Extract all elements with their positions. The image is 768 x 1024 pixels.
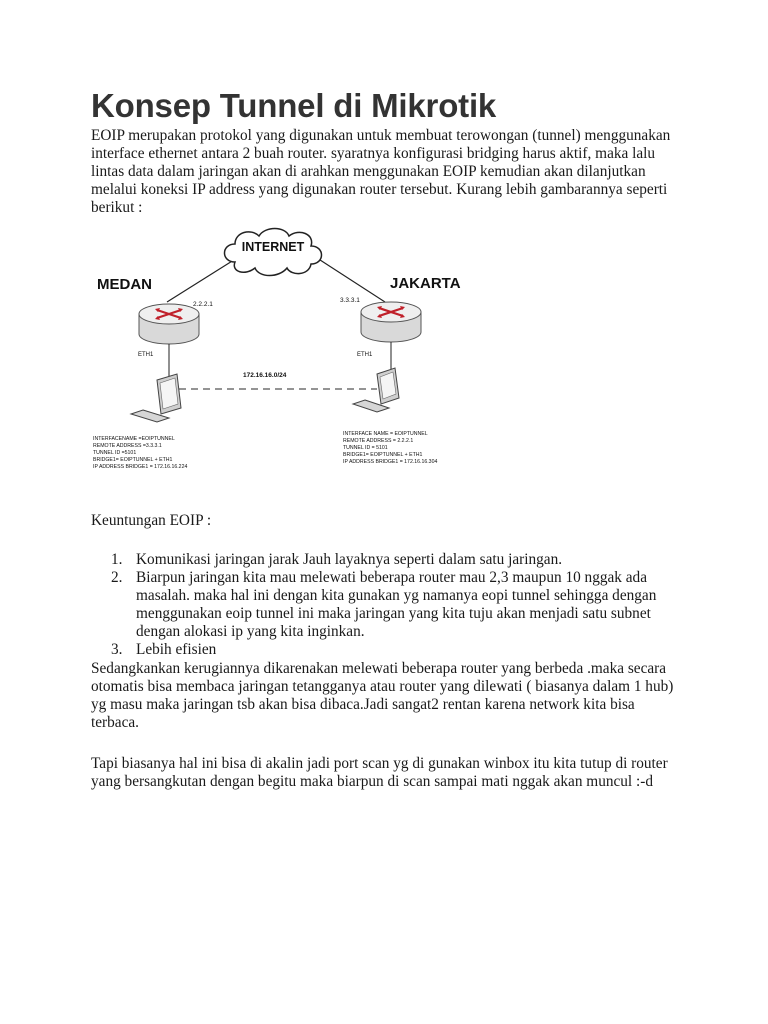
list-item-text: Komunikasi jaringan jarak Jauh layaknya seperti dalam satu jaringan.: [136, 551, 563, 568]
link-jakarta-internet: [317, 258, 385, 302]
link-medan-internet: [167, 258, 237, 302]
jakarta-config-block: [343, 431, 437, 465]
medan-config-line: INTERFACENAME =EOIPTUNNEL: [93, 436, 175, 442]
jakarta-pc-icon: [353, 368, 399, 412]
jakarta-config-line: REMOTE ADDRESS = 2.2.2.1: [343, 438, 414, 444]
list-item-number: 3.: [111, 641, 123, 658]
jakarta-ip-label: 3.3.3.1: [340, 297, 360, 304]
internet-label: INTERNET: [241, 240, 305, 254]
jakarta-router-icon: [361, 302, 421, 342]
medan-ip-label: 2.2.2.1: [193, 301, 213, 308]
medan-config-line: IP ADDRESS BRIDGE1 = 172.16.16.224: [93, 464, 188, 470]
network-diagram: [85, 222, 485, 484]
medan-config-line: BRIDGE1= EOIPTUNNEL + ETH1: [93, 457, 173, 463]
benefits-list: [91, 551, 691, 659]
list-item: [91, 569, 691, 641]
list-item-number: 2.: [111, 569, 123, 586]
list-item: [91, 551, 691, 569]
intro-paragraph: EOIP merupakan protokol yang digunakan untuk membuat terowongan (tunnel) menggunakan interface ethernet antara 2 buah router. syaratnya konfigurasi bridging harus aktif, maka lalu lintas data dalam jaringan akan di arahkan menggunakan EOIP kemudian akan dilanjutkan melalui koneksi IP address yang digunakan router tersebut. Kurang lebih gambarannya seperti berikut :: [91, 127, 671, 216]
drawbacks-paragraph: Sedangkankan kerugiannya dikarenakan melewati beberapa router yang berbeda .maka secara otomatis bisa membaca jaringan tetangganya atau router yang dilewati ( biasanya dalam 1 hub) yg masu maka jaringan tsb akan bisa dibaca.Jadi sangat2 rentan karena network kita bisa terbaca.: [91, 660, 674, 731]
workaround-paragraph: Tapi biasanya hal ini bisa di akalin jadi port scan yg di gunakan winbox itu kita tutup di router yang bersangkutan dengan begitu maka biarpun di scan sampai mati nggak akan muncul :-d: [91, 755, 668, 790]
page-title: Konsep Tunnel di Mikrotik: [91, 87, 497, 124]
jakarta-eth-label: ETH1: [357, 352, 373, 358]
jakarta-config-line: BRIDGE1= EOIPTUNNEL + ETH1: [343, 452, 423, 458]
list-item-number: 1.: [111, 551, 123, 568]
medan-router-icon: [139, 304, 199, 344]
medan-config-block: [93, 436, 187, 470]
list-item-text: Biarpun jaringan kita mau melewati beberapa router mau 2,3 maupun 10 nggak ada masalah. maka hal ini dengan kita gunakan yg namanya eopi tunnel sehingga dengan menggunakan eoip tunnel ini maka jaringan yang kita tuju akan menjadi satu subnet dengan alokasi ip yang kita inginkan.: [136, 569, 657, 640]
medan-config-line: REMOTE ADDRESS =3.3.3.1: [93, 443, 162, 449]
list-item-text: Lebih efisien: [136, 641, 217, 658]
site-medan-label: MEDAN: [97, 276, 152, 293]
benefits-heading: Keuntungan EOIP :: [91, 512, 212, 529]
jakarta-config-line: INTERFACE NAME = EOIPTUNNEL: [343, 431, 428, 437]
medan-pc-icon: [131, 374, 181, 422]
subnet-label: 172.16.16.0/24: [243, 372, 287, 379]
jakarta-config-line: IP ADDRESS BRIDGE1 = 172.16.16.304: [343, 459, 438, 465]
list-item: [91, 641, 691, 659]
jakarta-config-line: TUNNEL ID = 5101: [343, 445, 388, 451]
medan-eth-label: ETH1: [138, 352, 154, 358]
site-jakarta-label: JAKARTA: [390, 275, 461, 292]
medan-config-line: TUNNEL ID =5101: [93, 450, 137, 456]
